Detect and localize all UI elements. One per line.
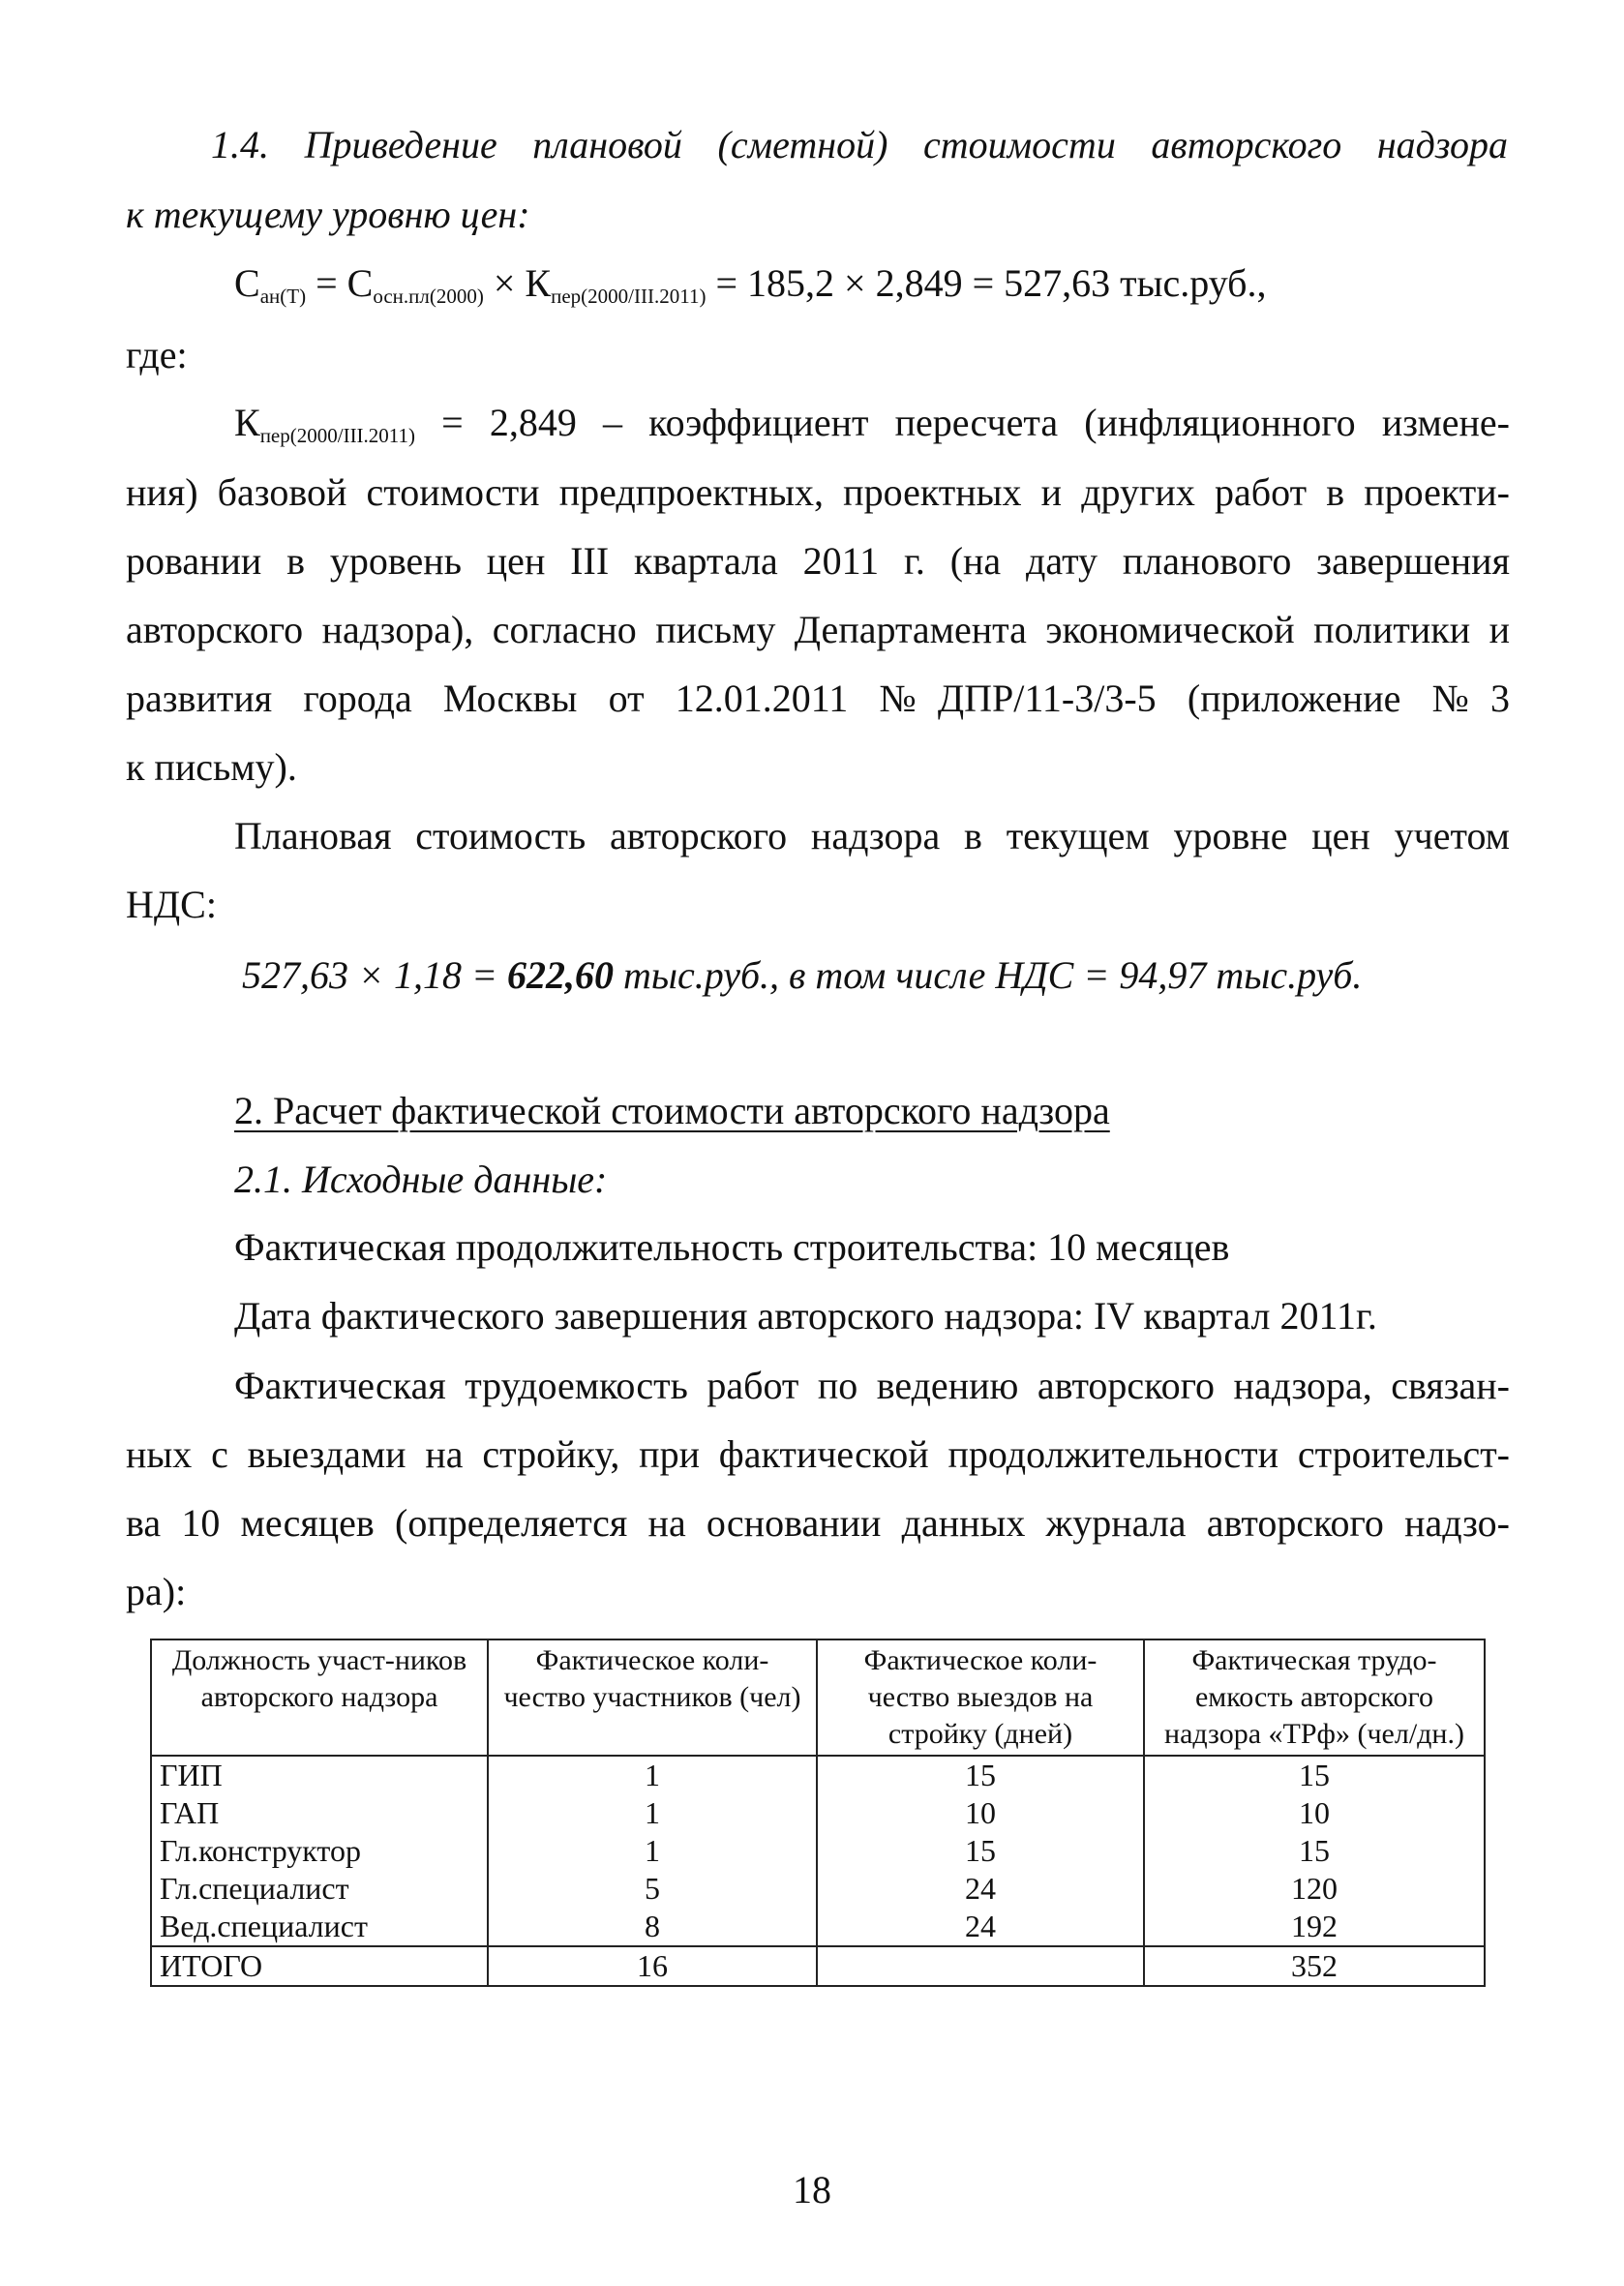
coefficient-definition-line3: ровании в уровень цен III квартала 2011 г. (на дату планового завершения: [126, 539, 1510, 583]
section-1-4-heading-cont: к текущему уровню цен:: [126, 193, 530, 236]
cell-participants: 8: [488, 1908, 817, 1946]
header-labor-intensity: Фактическая трудо-емкость авторского надзора «ТРф» (чел/дн.): [1144, 1639, 1485, 1756]
cell-position: ГАП: [151, 1794, 488, 1832]
cell-position: Гл.конструктор: [151, 1832, 488, 1870]
table-header-row: [151, 1639, 1485, 1756]
labor-intensity-line4: ра):: [126, 1570, 187, 1613]
cell-site-visits: 24: [817, 1870, 1144, 1908]
cell-site-visits: 15: [817, 1756, 1144, 1794]
coefficient-definition-line5: развития города Москвы от 12.01.2011 №ДПР/11-3/3-5 (приложение №3: [126, 677, 1510, 720]
cell-position: Вед.специалист: [151, 1908, 488, 1946]
cell-labor-intensity: 192: [1144, 1908, 1485, 1946]
coefficient-definition-line6: к письму).: [126, 745, 297, 789]
cost-formula: $С_{ан(Т)} = С_{осн.пл(2000)} \times К_{пер(2000/III.2011)} = 185,2 \times 2,849 = 527,63$ тыс.руб.,: [234, 261, 1267, 308]
section-1-4-heading: 1.4. Приведение плановой (сметной) стоимости авторского надзора: [211, 123, 1508, 166]
total-labor-intensity: 352: [1144, 1946, 1485, 1986]
planned-cost-line2: НДС:: [126, 883, 217, 926]
cell-labor-intensity: 15: [1144, 1756, 1485, 1794]
cell-site-visits: 15: [817, 1832, 1144, 1870]
header-position: Должность участ-ников авторского надзора: [151, 1639, 488, 1756]
where-label: где:: [126, 333, 188, 376]
cell-labor-intensity: 10: [1144, 1794, 1485, 1832]
table-row: [151, 1794, 1485, 1832]
cell-participants: 1: [488, 1794, 817, 1832]
table-row: [151, 1832, 1485, 1870]
cell-participants: 1: [488, 1832, 817, 1870]
vat-calculation: 527,63 × 1,18 = 622,60 тыс.руб., в том числе НДС = 94,97 тыс.руб.: [242, 953, 1363, 997]
section-2-1-heading: 2.1. Исходные данные:: [234, 1158, 608, 1201]
table-row: [151, 1756, 1485, 1794]
cell-site-visits: 24: [817, 1908, 1144, 1946]
table-row: [151, 1870, 1485, 1908]
coefficient-definition-line1: $К_{пер(2000/III.2011)} = 2,849$ – коэффициент пересчета (инфляционного измене-: [234, 401, 1510, 447]
coefficient-definition-line2: ния) базовой стоимости предпроектных, проектных и других работ в проекти-: [126, 470, 1510, 514]
supervision-end-date: Дата фактического завершения авторского надзора: IV квартал 2011г.: [234, 1294, 1377, 1338]
labor-intensity-table: [150, 1639, 1486, 1987]
cell-position: Гл.специалист: [151, 1870, 488, 1908]
header-site-visits: Фактическое коли-чество выездов на стройку (дней): [817, 1639, 1144, 1756]
labor-intensity-line1: Фактическая трудоемкость работ по ведению авторского надзора, связан-: [234, 1364, 1510, 1407]
cell-labor-intensity: 15: [1144, 1832, 1485, 1870]
labor-intensity-line2: ных с выездами на стройку, при фактической продолжительности строительст-: [126, 1432, 1510, 1476]
page-number: 18: [793, 2168, 831, 2211]
total-label: ИТОГО: [151, 1946, 488, 1986]
total-site-visits: [817, 1946, 1144, 1986]
total-participants: 16: [488, 1946, 817, 1986]
labor-intensity-line3: ва 10 месяцев (определяется на основании данных журнала авторского надзо-: [126, 1501, 1510, 1545]
cell-position: ГИП: [151, 1756, 488, 1794]
table-row: [151, 1908, 1485, 1946]
table-total-row: [151, 1946, 1485, 1986]
header-participants: Фактическое коли-чество участников (чел): [488, 1639, 817, 1756]
cell-site-visits: 10: [817, 1794, 1144, 1832]
cell-labor-intensity: 120: [1144, 1870, 1485, 1908]
cell-participants: 1: [488, 1756, 817, 1794]
coefficient-definition-line4: авторского надзора), согласно письму Департамента экономической политики и: [126, 608, 1510, 651]
construction-duration: Фактическая продолжительность строительства: 10 месяцев: [234, 1225, 1230, 1269]
cell-participants: 5: [488, 1870, 817, 1908]
planned-cost-line1: Плановая стоимость авторского надзора в текущем уровне цен учетом: [234, 814, 1510, 857]
section-2-title: 2. Расчет фактической стоимости авторского надзора: [234, 1089, 1110, 1132]
